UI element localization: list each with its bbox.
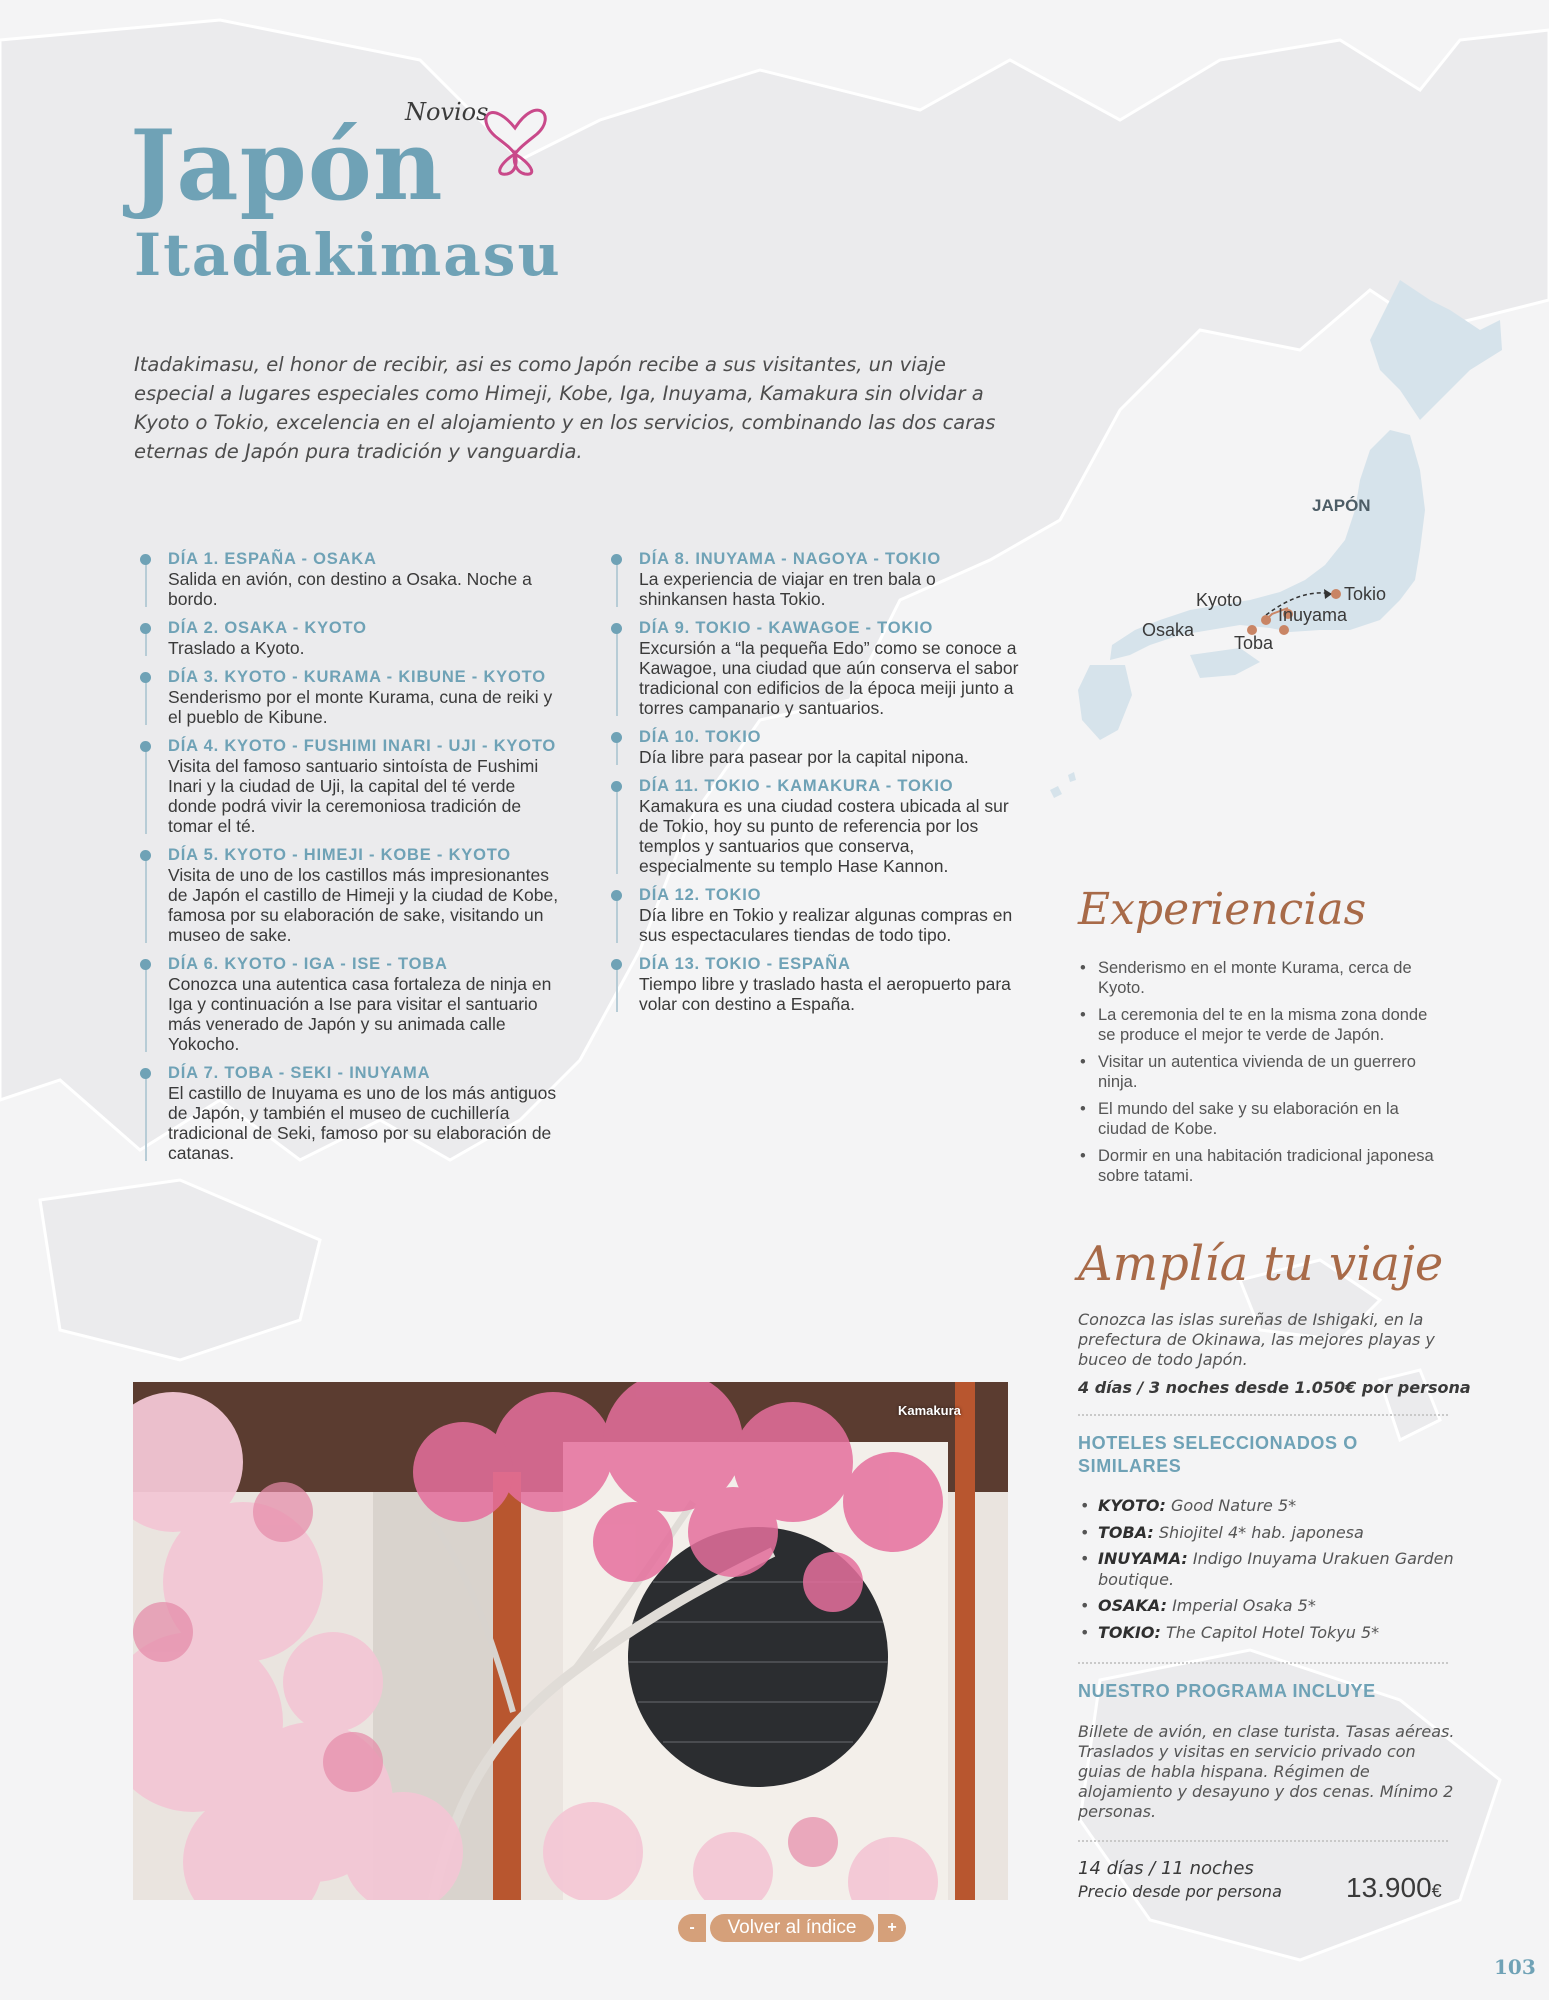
itinerary-day xyxy=(140,737,560,836)
list-item: • OSAKA: Imperial Osaka 5* xyxy=(1080,1596,1316,1615)
day-title: DÍA 6. KYOTO - IGA - ISE - TOBA xyxy=(168,955,448,973)
marker-tokio xyxy=(1331,589,1341,599)
experiencia-text: Visitar un autentica vivienda de un guerrero ninja. xyxy=(1098,1053,1416,1091)
list-item: • TOKIO: The Capitol Hotel Tokyu 5* xyxy=(1080,1622,1380,1642)
day-title: DÍA 5. KYOTO - HIMEJI - KOBE - KYOTO xyxy=(168,846,511,864)
hotel-city: TOBA: xyxy=(1098,1522,1154,1542)
divider xyxy=(1078,1662,1448,1664)
price-label: Precio desde por persona xyxy=(1078,1882,1282,1901)
marker-kyoto xyxy=(1261,615,1271,625)
itinerary-day xyxy=(611,550,1021,609)
timeline-dot xyxy=(611,781,622,792)
experiencias-title: Experiencias xyxy=(1078,884,1367,935)
map-country-label: JAPÓN xyxy=(1312,496,1371,515)
day-title: DÍA 2. OSAKA - KYOTO xyxy=(168,619,367,637)
map-label-toba: Toba xyxy=(1234,633,1274,653)
experiencia-text: El mundo del sake y su elaboración en la ciudad de Kobe. xyxy=(1098,1100,1399,1138)
hoteles-title: HOTELES SELECCIONADOS O SIMILARES xyxy=(1078,1433,1358,1476)
day-description: Salida en avión, con destino a Osaka. Noche a bordo. xyxy=(168,569,532,609)
itinerary-column-2 xyxy=(611,550,1021,1024)
page-number: 103 xyxy=(1494,1955,1536,1979)
list-item: • INUYAMA: Indigo Inuyama Urakuen Garden boutique. xyxy=(1080,1549,1454,1589)
list-item: • Visitar un autentica vivienda de un guerrero ninja. xyxy=(1080,1053,1416,1091)
hotel-city: INUYAMA: xyxy=(1098,1549,1188,1568)
timeline-dot xyxy=(140,623,151,634)
itinerary-day xyxy=(140,668,560,727)
itinerary-day xyxy=(140,1064,560,1163)
day-title: DÍA 4. KYOTO - FUSHIMI INARI - UJI - KYOTO xyxy=(168,737,557,755)
itinerary-day xyxy=(611,955,1021,1014)
novios-label: Novios xyxy=(405,98,489,126)
trip-duration: 14 días / 11 noches xyxy=(1078,1858,1254,1879)
list-item: • El mundo del sake y su elaboración en la ciudad de Kobe. xyxy=(1080,1100,1399,1138)
price-value: 13.900 xyxy=(1346,1872,1432,1903)
previous-page-button[interactable]: - xyxy=(678,1914,706,1942)
day-description: El castillo de Inuyama es uno de los más antiguos de Japón, y también el museo de cuchillería tradicional de Seki, famoso por su elaboración de catanas. xyxy=(168,1083,557,1163)
page-title: Japón xyxy=(130,109,444,222)
list-item: • KYOTO: Good Nature 5* xyxy=(1080,1496,1297,1515)
heart-icon xyxy=(471,88,561,178)
marker-toba xyxy=(1279,625,1289,635)
hotel-name: Imperial Osaka 5* xyxy=(1172,1596,1316,1615)
hotel-city: OSAKA: xyxy=(1098,1596,1167,1615)
day-description: Visita del famoso santuario sintoísta de Fushimi Inari y la ciudad de Uji, la capital del té verde donde podrá vivir la ceremoniosa tradición de tomar el té. xyxy=(168,756,539,836)
itinerary-day xyxy=(611,886,1021,945)
timeline-dot xyxy=(611,732,622,743)
okinawa-islets xyxy=(1050,772,1076,798)
cherry-blossom-image xyxy=(133,1382,1008,1900)
price-currency: € xyxy=(1431,1881,1442,1901)
day-description: Senderismo por el monte Kurama, cuna de reiki y el pueblo de Kibune. xyxy=(168,687,553,727)
day-title: DÍA 7. TOBA - SEKI - INUYAMA xyxy=(168,1064,431,1082)
day-description: La experiencia de viajar en tren bala o shinkansen hasta Tokio. xyxy=(639,569,936,609)
experiencia-text: Dormir en una habitación tradicional japonesa sobre tatami. xyxy=(1098,1147,1434,1185)
incluye-description: Billete de avión, en clase turista. Tasas aéreas. Traslados y visitas en servicio privado con guias de habla hispana. Régimen de alojamiento y desayuno y dos cenas. Mínimo 2 personas. xyxy=(1078,1722,1455,1821)
day-title: DÍA 9. TOKIO - KAWAGOE - TOKIO xyxy=(639,619,934,637)
page-subtitle: Itadakimasu xyxy=(134,221,562,289)
incluye-title: NUESTRO PROGRAMA INCLUYE xyxy=(1078,1681,1376,1701)
day-title: DÍA 8. INUYAMA - NAGOYA - TOKIO xyxy=(639,550,941,568)
itinerary-day xyxy=(140,846,560,945)
itinerary-day xyxy=(611,777,1021,876)
hokkaido-shape xyxy=(1370,280,1502,420)
list-item: • TOBA: Shiojitel 4* hab. japonesa xyxy=(1080,1522,1364,1542)
timeline-dot xyxy=(140,850,151,861)
itinerary-day xyxy=(140,550,560,609)
itinerary-day xyxy=(611,619,1021,718)
day-description: Kamakura es una ciudad costera ubicada al sur de Tokio, hoy su punto de referencia por los templos y santuarios que conserva, especialmente su templo Hase Kannon. xyxy=(639,796,1009,876)
itinerary-day xyxy=(140,619,560,658)
timeline-dot xyxy=(140,672,151,683)
timeline-dot xyxy=(611,959,622,970)
timeline-dot xyxy=(611,890,622,901)
itinerary-column-1 xyxy=(140,550,560,1173)
map-label-tokio: Tokio xyxy=(1344,584,1387,604)
map-label-osaka: Osaka xyxy=(1142,620,1195,640)
hotel-city: KYOTO: xyxy=(1098,1496,1166,1515)
hotel-name: The Capitol Hotel Tokyu 5* xyxy=(1165,1622,1380,1642)
hoteles-list xyxy=(1078,1496,1458,1649)
day-title: DÍA 12. TOKIO xyxy=(639,886,762,904)
next-page-button[interactable]: + xyxy=(878,1914,906,1942)
timeline-dot xyxy=(140,959,151,970)
experiencia-text: Senderismo en el monte Kurama, cerca de Kyoto. xyxy=(1098,959,1412,997)
timeline-dot xyxy=(611,554,622,565)
map-label-kyoto: Kyoto xyxy=(1196,590,1243,610)
day-title: DÍA 13. TOKIO - ESPAÑA xyxy=(639,955,851,973)
day-title: DÍA 3. KYOTO - KURAMA - KIBUNE - KYOTO xyxy=(168,668,546,686)
list-item: • Dormir en una habitación tradicional japonesa sobre tatami. xyxy=(1080,1147,1434,1185)
list-item: • La ceremonia del te en la misma zona donde se produce el mejor te verde de Japón. xyxy=(1080,1006,1428,1044)
day-description: Tiempo libre y traslado hasta el aeropuerto para volar con destino a España. xyxy=(639,974,1011,1014)
timeline-dot xyxy=(140,741,151,752)
kyushu-shape xyxy=(1078,665,1132,740)
divider xyxy=(1078,1840,1448,1842)
itinerary-day xyxy=(140,955,560,1054)
hotel-name: Good Nature 5* xyxy=(1171,1496,1297,1515)
experiencias-list xyxy=(1078,958,1448,1193)
timeline-dot xyxy=(611,623,622,634)
day-description: Traslado a Kyoto. xyxy=(168,638,305,658)
japan-route-map xyxy=(1040,270,1510,830)
amplia-title: Amplía tu viaje xyxy=(1078,1236,1444,1292)
day-title: DÍA 1. ESPAÑA - OSAKA xyxy=(168,550,377,568)
amplia-price: 4 días / 3 noches desde 1.050€ por persona xyxy=(1078,1378,1471,1397)
divider xyxy=(1078,1414,1448,1416)
price-amount xyxy=(1346,1872,1442,1904)
day-description: Excursión a “la pequeña Edo” como se conoce a Kawagoe, una ciudad que aún conserva el sabor tradicional con edificios de la época meiji junto a torres campanario y santuarios. xyxy=(639,638,1019,718)
hotel-city: TOKIO: xyxy=(1098,1622,1161,1642)
photo-caption: Kamakura xyxy=(898,1403,961,1418)
experiencia-text: La ceremonia del te en la misma zona donde se produce el mejor te verde de Japón. xyxy=(1098,1006,1428,1044)
itinerary-day xyxy=(611,728,1021,767)
day-title: DÍA 11. TOKIO - KAMAKURA - TOKIO xyxy=(639,777,954,795)
kamakura-photo xyxy=(133,1382,1008,1900)
timeline-dot xyxy=(140,554,151,565)
day-description: Conozca una autentica casa fortaleza de ninja en Iga y continuación a Ise para visitar el santuario más venerado de Japón y su animada calle Yokocho. xyxy=(168,974,552,1054)
back-to-index-button[interactable]: Volver al índice xyxy=(710,1914,874,1942)
hotel-name: Indigo Inuyama Urakuen Garden boutique. xyxy=(1098,1549,1454,1589)
day-description: Día libre en Tokio y realizar algunas compras en sus espectaculares tiendas de todo tipo. xyxy=(639,905,1013,945)
day-description: Visita de uno de los castillos más impresionantes de Japón el castillo de Himeji y la ciudad de Kobe, famosa por su elaboración de sake, visitando un museo de sake. xyxy=(168,865,559,945)
amplia-description: Conozca las islas sureñas de Ishigaki, en la prefectura de Okinawa, las mejores playas y buceo de todo Japón. xyxy=(1078,1310,1435,1369)
intro-paragraph: Itadakimasu, el honor de recibir, asi es como Japón recibe a sus visitantes, un viaje especial a lugares especiales como Himeji, Kobe, Iga, Inuyama, Kamakura sin olvidar a Kyoto o Tokio, excelencia en el alojamiento y en los servicios, combinando las dos caras eternas de Japón pura tradición y vanguardia. xyxy=(134,353,996,463)
day-description: Día libre para pasear por la capital nipona. xyxy=(639,747,969,767)
map-label-inuyama: Inuyama xyxy=(1278,605,1348,625)
hotel-name: Shiojitel 4* hab. japonesa xyxy=(1158,1522,1364,1542)
list-item: • Senderismo en el monte Kurama, cerca de Kyoto. xyxy=(1080,959,1412,997)
day-title: DÍA 10. TOKIO xyxy=(639,728,762,746)
timeline-dot xyxy=(140,1068,151,1079)
